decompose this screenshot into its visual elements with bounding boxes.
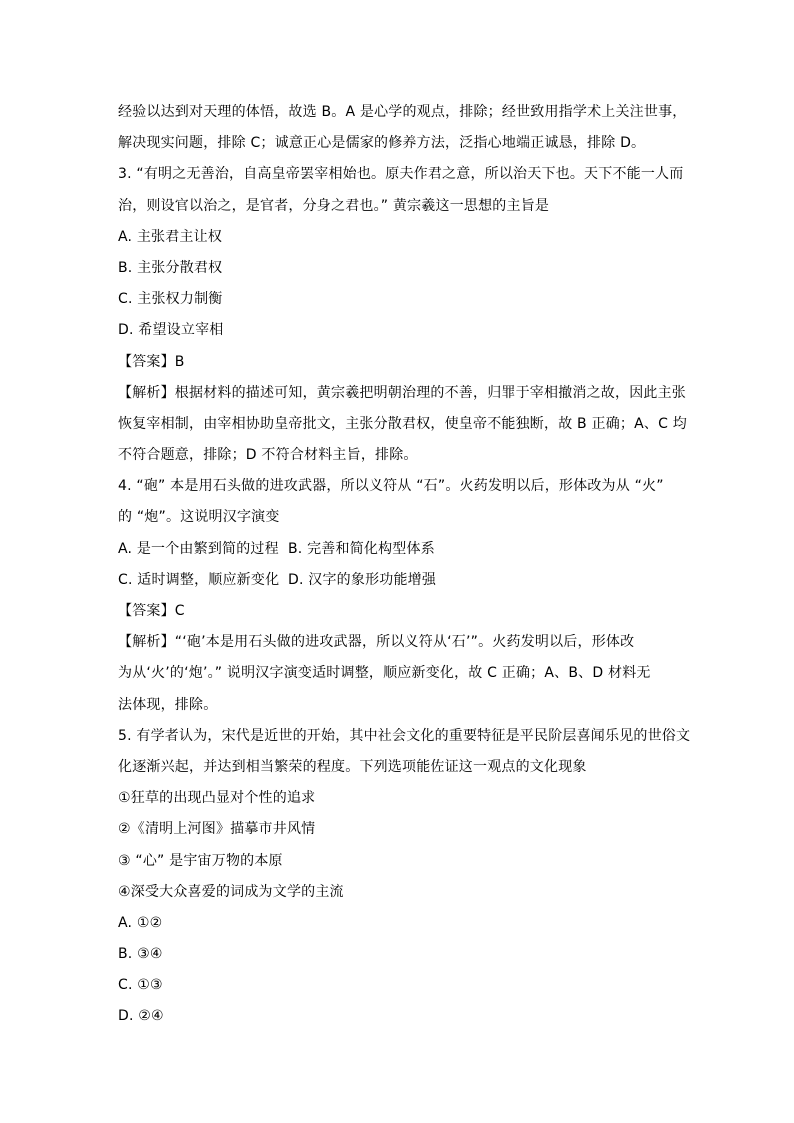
question-3-stem: 治，则设官以治之，是官者，分身之君也。” 黄宗羲这一思想的主旨是 — [118, 197, 550, 214]
question-3-option-b: B. 主张分散君权 — [118, 259, 223, 276]
text-line: 解决现实问题，排除 C；诚意正心是儒家的修养方法，泛指心地端正诚恳，排除 D。 — [118, 135, 646, 152]
question-3-option-c: C. 主张权力制衡 — [118, 291, 223, 308]
question-5-stem: 化逐渐兴起，并达到相当繁荣的程度。下列选项能佐证这一观点的文化现象 — [118, 758, 587, 775]
question-3-analysis: 恢复宰相制，由宰相协助皇帝批文，主张分散君权，使皇帝不能独断，故 B 正确；A、C 均 — [118, 415, 687, 432]
question-4-stem: 的 “炮”。这说明汉字演变 — [118, 509, 280, 526]
question-5-stem: 5. 有学者认为，宋代是近世的开始，其中社会文化的重要特征是平民阶层喜闻乐见的世俗文 — [118, 727, 691, 744]
question-4-analysis: 法体现，排除。 — [118, 696, 218, 713]
question-4-options-row — [118, 565, 683, 596]
question-4-stem: 4. “砲” 本是用石头做的进攻武器，所以义符从 “石”。火药发明以后，形体改为从 “火” — [118, 478, 664, 495]
question-3-stem: 3. “有明之无善治，自高皇帝罢宰相始也。原夫作君之意，所以治天下也。天下不能一人而 — [118, 166, 684, 183]
question-5-option-d: D. ②④ — [118, 1008, 164, 1025]
question-4-option-b: B. 完善和简化构型体系 — [288, 540, 435, 557]
question-5-option-c: C. ①③ — [118, 977, 163, 994]
question-5-item-2: ②《清明上河图》描摹市井风情 — [118, 821, 316, 838]
question-5-option-b: B. ③④ — [118, 946, 163, 963]
question-5-item-3: ③ “心” 是宇宙万物的本原 — [118, 852, 283, 869]
question-3-option-a: A. 主张君主让权 — [118, 228, 223, 245]
question-3-option-d: D. 希望设立宰相 — [118, 322, 224, 339]
question-4-option-a: A. 是一个由繁到简的过程 — [118, 540, 279, 557]
question-4-answer: 【答案】C — [118, 603, 185, 619]
question-5-item-4: ④深受大众喜爱的词成为文学的主流 — [118, 883, 344, 900]
question-4-options-row — [118, 534, 683, 565]
question-4-analysis: 为从‘火’的‘炮’。” 说明汉字演变适时调整，顺应新变化，故 C 正确；A、B、D 材料无 — [118, 665, 651, 682]
document-page — [118, 97, 691, 1033]
question-3-answer: 【答案】B — [118, 353, 185, 370]
question-4-option-c: C. 适时调整，顺应新变化 — [118, 571, 280, 588]
question-4-analysis: 【解析】“‘砲’本是用石头做的进攻武器，所以义符从‘石’”。火药发明以后，形体改 — [118, 634, 635, 651]
question-5-item-1: ①狂草的出现凸显对个性的追求 — [118, 790, 316, 807]
question-5-option-a: A. ①② — [118, 914, 163, 931]
question-3-analysis: 【解析】根据材料的描述可知，黄宗羲把明朝治理的不善，归罪于宰相撤消之故，因此主张 — [118, 384, 686, 401]
question-3-analysis: 不符合题意，排除；D 不符合材料主旨，排除。 — [118, 447, 418, 464]
question-4-option-d: D. 汉字的象形功能增强 — [288, 571, 437, 588]
text-line: 经验以达到对天理的体悟，故选 B。A 是心学的观点，排除；经世致用指学术上关注世事， — [118, 104, 687, 120]
